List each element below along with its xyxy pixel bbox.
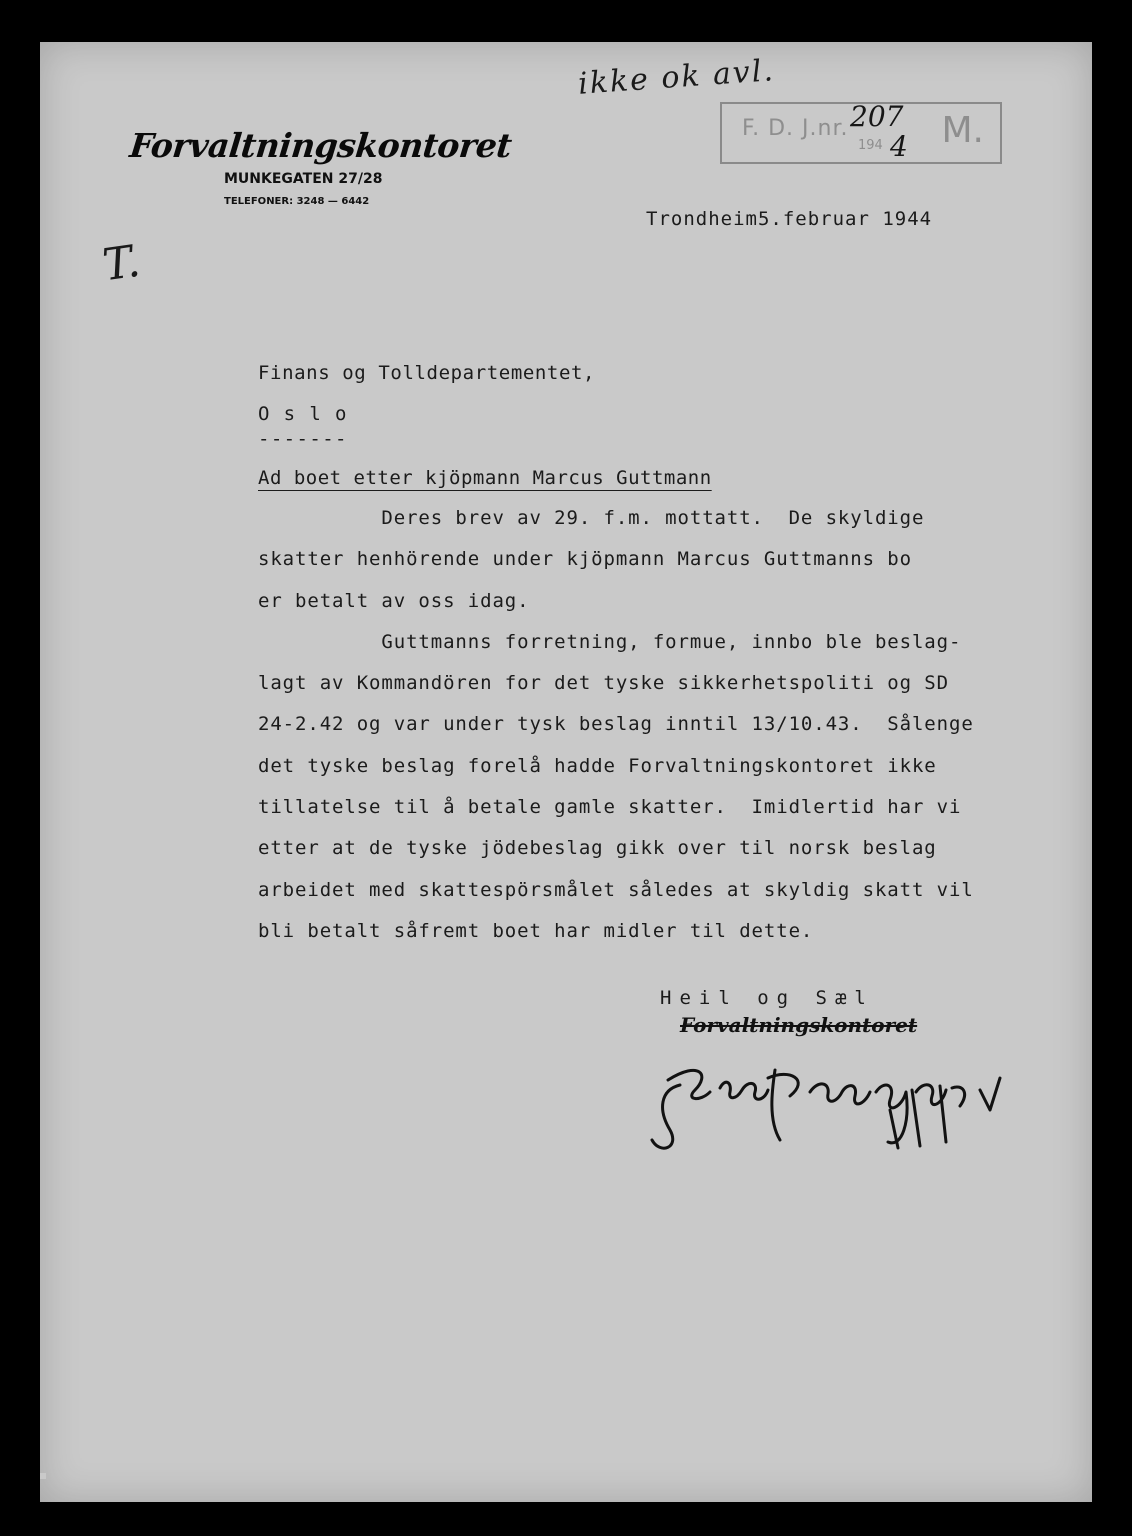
letterhead-name: Forvaltningskontoret bbox=[127, 126, 514, 165]
body-line: er betalt av oss idag. bbox=[258, 589, 530, 612]
stamp-letter: M. bbox=[941, 110, 984, 151]
body-line: skatter henhörende under kjöpmann Marcus Guttmanns bo bbox=[258, 548, 912, 571]
body-line: Guttmanns forretning, formue, innbo ble beslag- bbox=[258, 630, 962, 653]
letter-subject: Ad boet etter kjöpmann Marcus Guttmann bbox=[258, 467, 712, 489]
recipient-name: Finans og Tolldepartementet, bbox=[258, 362, 596, 384]
stamp-year-digit: 4 bbox=[890, 130, 908, 163]
stamp-number: 207 bbox=[850, 100, 904, 133]
stamp-year: 194 bbox=[858, 138, 883, 153]
body-line: det tyske beslag forelå hadde Forvaltningskontoret ikke bbox=[258, 754, 937, 777]
journal-stamp bbox=[720, 102, 1002, 164]
signature-office-stamp: Forvaltningskontoret bbox=[680, 1013, 918, 1037]
handwritten-signature bbox=[640, 1030, 1020, 1160]
letterhead-address: MUNKEGATEN 27/28 bbox=[224, 171, 383, 187]
body-line: arbeidet med skattespörsmålet således at skyldig skatt vil bbox=[258, 878, 974, 901]
closing-greeting: Heil og Sæl bbox=[660, 987, 874, 1009]
body-line: lagt av Kommandören for det tyske sikkerhetspoliti og SD bbox=[258, 672, 949, 695]
letter-body bbox=[258, 508, 1038, 962]
letter-date: Trondheim5.februar 1944 bbox=[646, 208, 933, 230]
body-line: bli betalt såfremt boet har midler til dette. bbox=[258, 919, 814, 942]
recipient-city: O s l o bbox=[258, 403, 348, 425]
handwritten-note-top: ikke ok avl. bbox=[577, 53, 776, 102]
edge-mark bbox=[40, 1473, 46, 1479]
stamp-prefix: F. D. J.nr. bbox=[742, 116, 849, 141]
body-line: tillatelse til å betale gamle skatter. Imidlertid har vi bbox=[258, 796, 962, 819]
recipient-city-underline: ------- bbox=[258, 428, 348, 450]
handwritten-mark-left: T. bbox=[99, 235, 144, 292]
body-line: 24-2.42 og var under tysk beslag inntil 13/10.43. Sålenge bbox=[258, 713, 974, 736]
body-line: etter at de tyske jödebeslag gikk over til norsk beslag bbox=[258, 837, 937, 860]
body-line: Deres brev av 29. f.m. mottatt. De skyldige bbox=[258, 507, 925, 529]
letterhead-phones: TELEFONER: 3248 — 6442 bbox=[224, 196, 370, 207]
